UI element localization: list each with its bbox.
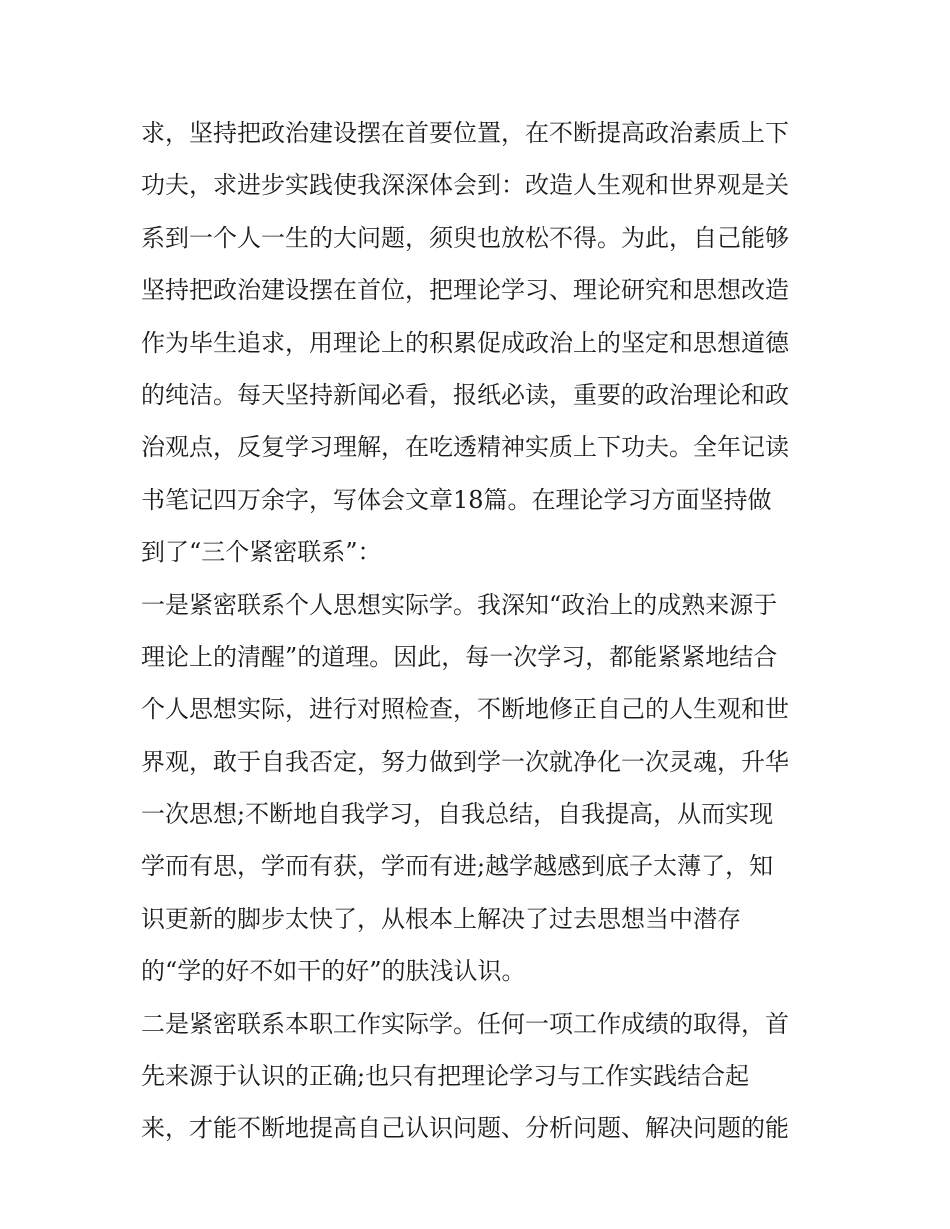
- text-line: 识更新的脚步太快了，从根本上解决了过去思想当中潜存: [141, 904, 741, 933]
- text-line: 一次思想;不断地自我学习，自我总结，自我提高，从而实现: [141, 800, 774, 829]
- text-line: 来，才能不断地提高自己认识问题、分析问题、解决问题的能: [141, 1114, 789, 1143]
- text-line: 理论上的清醒”的道理。因此，每一次学习，都能紧紧地结合: [141, 642, 778, 671]
- text-line: 到了“三个紧密联系”：: [141, 538, 382, 567]
- text-line: 书笔记四万余字，写体会文章18篇。在理论学习方面坚持做: [141, 485, 772, 514]
- text-line: 功夫，求进步实践使我深深体会到：改造人生观和世界观是关: [141, 171, 789, 200]
- text-line: 一是紧密联系个人思想实际学。我深知“政治上的成熟来源于: [141, 590, 778, 619]
- text-line: 学而有思，学而有获，学而有进;越学越感到底子太薄了，知: [141, 852, 774, 881]
- text-line: 二是紧密联系本职工作实际学。任何一项工作成绩的取得，首: [141, 1009, 789, 1038]
- text-line: 个人思想实际，进行对照检查，不断地修正自己的人生观和世: [141, 695, 789, 724]
- text-line: 界观，敢于自我否定，努力做到学一次就净化一次灵魂，升华: [141, 747, 789, 776]
- text-line: 系到一个人一生的大问题，须臾也放松不得。为此，自己能够: [141, 223, 789, 252]
- text-line: 先来源于认识的正确;也只有把理论学习与工作实践结合起: [141, 1062, 750, 1091]
- text-line: 治观点，反复学习理解，在吃透精神实质上下功夫。全年记读: [141, 433, 789, 462]
- text-line: 求，坚持把政治建设摆在首要位置，在不断提高政治素质上下: [141, 119, 789, 147]
- text-line: 的“学的好不如干的好”的肤浅认识。: [141, 957, 526, 986]
- body-text: [141, 107, 831, 1155]
- text-line: 作为毕生追求，用理论上的积累促成政治上的坚定和思想道德: [141, 328, 789, 357]
- text-line: 的纯洁。每天坚持新闻必看，报纸必读，重要的政治理论和政: [141, 380, 789, 409]
- text-line: 坚持把政治建设摆在首位，把理论学习、理论研究和思想改造: [141, 276, 789, 305]
